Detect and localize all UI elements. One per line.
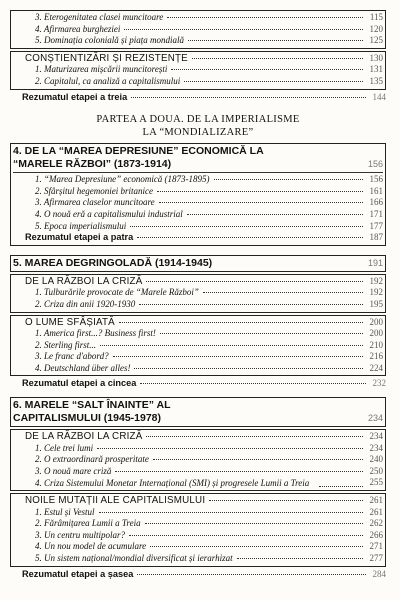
entry-label: 4. Criza Sistemului Monetar Internațional (SMI) și progresele Lumii a Treia bbox=[35, 478, 310, 489]
entry-label: 3. Afirmarea claselor muncitoare bbox=[35, 197, 155, 208]
divider bbox=[13, 172, 383, 173]
section-label: DE LA RĂZBOI LA CRIZĂ bbox=[25, 275, 143, 287]
section-label: DE LA RĂZBOI LA CRIZĂ bbox=[25, 431, 143, 443]
entry-page: 120 bbox=[369, 23, 383, 34]
entry-page: 131 bbox=[369, 64, 383, 75]
section-label: O LUME SFÂȘIATĂ bbox=[25, 316, 115, 328]
entry-page: 156 bbox=[369, 174, 383, 185]
entry-label: 1. Cele trei lumi bbox=[35, 442, 94, 453]
dot-leader bbox=[214, 179, 363, 180]
dot-leader bbox=[97, 448, 363, 449]
entry-label: 1. Maturizarea mișcării muncitorești bbox=[35, 64, 168, 75]
chapter-4-block bbox=[10, 143, 386, 246]
toc-entry[interactable] bbox=[13, 64, 383, 76]
entry-page: 191 bbox=[367, 257, 383, 268]
toc-summary[interactable] bbox=[10, 569, 386, 581]
dot-leader bbox=[113, 356, 363, 357]
entry-label: 4. O nouă eră a capitalismului industrial bbox=[35, 208, 183, 219]
chapter-6-block bbox=[10, 397, 386, 427]
dot-leader bbox=[188, 40, 363, 41]
dot-leader bbox=[146, 436, 363, 437]
toc-entry[interactable] bbox=[13, 35, 383, 47]
entry-page: 277 bbox=[369, 553, 383, 563]
entry-page: 130 bbox=[369, 52, 383, 63]
entry-page: 171 bbox=[369, 208, 383, 219]
entry-label: 5. Un sistem național/mondial diversificat și ierarhizat bbox=[35, 553, 233, 563]
section-label: NOILE MUTAȚII ALE CAPITALISMULUI bbox=[25, 495, 206, 507]
toc-entry[interactable] bbox=[13, 24, 383, 36]
chapter-4-title[interactable] bbox=[13, 145, 383, 171]
toc-entry[interactable] bbox=[13, 518, 383, 530]
entry-page: 200 bbox=[369, 316, 383, 327]
entry-label: 5. Epoca imperialismului bbox=[35, 220, 127, 231]
dot-leader bbox=[119, 322, 363, 323]
dot-leader bbox=[209, 500, 363, 501]
toc-entry[interactable] bbox=[13, 287, 383, 299]
entry-label: 2. Fărâmițarea Lumii a Treia bbox=[35, 518, 141, 529]
toc-entry[interactable] bbox=[13, 197, 383, 209]
entry-label: 4. Un nou model de acumulare bbox=[35, 541, 147, 552]
toc-entry[interactable] bbox=[13, 76, 383, 88]
summary-label: Rezumatul etapei a cincea bbox=[22, 378, 137, 389]
chapter-title-line1: 4. DE LA “MAREA DEPRESIUNE” ECONOMICĂ LA bbox=[13, 145, 264, 158]
entry-label: 2. O extraordinară prosperitate bbox=[35, 454, 149, 465]
toc-entry[interactable] bbox=[13, 363, 383, 375]
entry-page: 232 bbox=[372, 378, 386, 389]
toc-section[interactable] bbox=[13, 276, 383, 288]
entry-label: 2. Sterling first... bbox=[35, 339, 97, 350]
entry-page: 284 bbox=[372, 568, 386, 579]
section-label: CONȘTIENTIZĂRI ȘI REZISTENȚE bbox=[25, 52, 188, 64]
toc-entry[interactable] bbox=[13, 209, 383, 221]
dot-leader bbox=[167, 17, 363, 18]
dot-leader bbox=[137, 237, 363, 238]
toc-block-top bbox=[10, 10, 386, 49]
dot-leader bbox=[145, 523, 363, 524]
entry-page: 234 bbox=[369, 431, 383, 442]
chapter-title-line1: 6. MARELE “SALT ÎNAINTE” AL bbox=[13, 399, 171, 412]
entry-page: 240 bbox=[369, 454, 383, 465]
part-title-line1: PARTEA A DOUA. DE LA IMPERIALISME bbox=[96, 114, 300, 126]
dot-leader bbox=[319, 486, 363, 487]
entry-page: 166 bbox=[369, 197, 383, 208]
dot-leader bbox=[160, 333, 363, 334]
chapter-5-block bbox=[10, 255, 386, 272]
entry-page: 210 bbox=[369, 339, 383, 350]
summary-label: Rezumatul etapei a treia bbox=[22, 91, 128, 102]
toc-entry[interactable] bbox=[13, 530, 383, 542]
entry-page: 271 bbox=[369, 541, 383, 552]
part-title-line2: LA “MONDIALIZARE” bbox=[142, 127, 254, 139]
dot-leader bbox=[137, 574, 366, 575]
entry-page: 234 bbox=[369, 442, 383, 453]
dot-leader bbox=[187, 214, 363, 215]
entry-page: 200 bbox=[369, 328, 383, 339]
toc-entry[interactable] bbox=[13, 351, 383, 363]
entry-label: 2. Sfârșitul hegemoniei britanice bbox=[35, 185, 153, 196]
entry-page: 187 bbox=[369, 232, 383, 243]
toc-section[interactable] bbox=[13, 431, 383, 443]
entry-label: 1. Tulburările provocate de “Marele Război” bbox=[35, 287, 199, 298]
summary-label: Rezumatul etapei a patra bbox=[25, 232, 134, 243]
entry-page: 192 bbox=[369, 275, 383, 286]
part-title bbox=[10, 113, 386, 139]
dot-leader bbox=[146, 281, 363, 282]
entry-page: 161 bbox=[369, 185, 383, 196]
chapter-5-title[interactable] bbox=[13, 257, 383, 270]
entry-label: 5. Dominația colonială și piața mondială bbox=[35, 35, 185, 46]
entry-label: 2. Criza din anii 1920-1930 bbox=[35, 298, 136, 309]
toc-summary[interactable] bbox=[10, 378, 386, 390]
dot-leader bbox=[140, 383, 366, 384]
toc-entry[interactable] bbox=[13, 12, 383, 24]
entry-page: 156 bbox=[367, 159, 383, 170]
entry-page: 266 bbox=[369, 529, 383, 540]
entry-page: 135 bbox=[369, 75, 383, 86]
toc-entry[interactable] bbox=[13, 507, 383, 519]
entry-label: 2. Capitalul, ca analiză a capitalismului bbox=[35, 75, 181, 86]
toc-section[interactable] bbox=[13, 495, 383, 507]
toc-entry[interactable] bbox=[13, 299, 383, 311]
entry-page: 262 bbox=[369, 518, 383, 529]
dot-leader bbox=[130, 226, 363, 227]
dot-leader bbox=[157, 191, 363, 192]
chapter-6-section-1 bbox=[10, 429, 386, 491]
entry-label: 1. “Marea Depresiune” economică (1873-1895) bbox=[35, 174, 210, 185]
entry-page: 250 bbox=[369, 465, 383, 476]
entry-page: 224 bbox=[369, 362, 383, 373]
entry-page: 195 bbox=[369, 298, 383, 309]
entry-label: 1. America first...? Business first! bbox=[35, 328, 156, 339]
toc-entry[interactable] bbox=[13, 541, 383, 553]
dot-leader bbox=[139, 304, 363, 305]
dot-leader bbox=[192, 58, 363, 59]
toc-entry[interactable] bbox=[13, 328, 383, 340]
toc-entry[interactable] bbox=[13, 553, 383, 565]
dot-leader bbox=[134, 368, 363, 369]
dot-leader bbox=[124, 29, 363, 30]
dot-leader bbox=[159, 202, 363, 203]
entry-page: 144 bbox=[372, 91, 386, 102]
entry-page: 234 bbox=[367, 413, 383, 424]
entry-label: 1. Estul și Vestul bbox=[35, 506, 95, 517]
dot-leader bbox=[100, 345, 363, 346]
entry-page: 115 bbox=[369, 12, 383, 22]
toc-entry[interactable] bbox=[13, 221, 383, 233]
entry-page: 177 bbox=[369, 220, 383, 231]
toc-section[interactable] bbox=[13, 317, 383, 329]
entry-label: 4. Deutschland über alles! bbox=[35, 362, 131, 373]
dot-leader bbox=[171, 69, 363, 70]
dot-leader bbox=[184, 81, 363, 82]
chapter-6-title[interactable] bbox=[13, 399, 383, 425]
dot-leader bbox=[99, 512, 363, 513]
toc-section[interactable] bbox=[13, 53, 383, 65]
entry-label: 4. Afirmarea burgheziei bbox=[35, 23, 121, 34]
chapter-title-line2: CAPITALISMULUI (1945-1978) bbox=[13, 412, 162, 425]
toc-entry[interactable] bbox=[13, 477, 383, 489]
chapter-6-section-2 bbox=[10, 493, 386, 567]
entry-page: 261 bbox=[369, 506, 383, 517]
entry-label: 3. Le franc d'abord? bbox=[35, 351, 109, 362]
entry-page: 261 bbox=[369, 495, 383, 506]
chapter-title-line1: 5. MAREA DEGRINGOLADĂ (1914-1945) bbox=[13, 256, 213, 269]
entry-label: 3. Eterogenitatea clasei muncitoare bbox=[35, 12, 164, 22]
dot-leader bbox=[150, 546, 363, 547]
chapter-5-section-1 bbox=[10, 274, 386, 313]
toc-summary[interactable] bbox=[10, 92, 386, 104]
entry-page: 192 bbox=[369, 287, 383, 298]
entry-page: 216 bbox=[369, 351, 383, 362]
entry-page: 125 bbox=[369, 35, 383, 46]
chapter-5-section-2 bbox=[10, 315, 386, 377]
toc-entry[interactable] bbox=[13, 466, 383, 478]
dot-leader bbox=[115, 471, 363, 472]
dot-leader bbox=[153, 459, 363, 460]
entry-page: 255 bbox=[369, 477, 383, 488]
summary-label: Rezumatul etapei a șasea bbox=[22, 568, 134, 579]
dot-leader bbox=[131, 97, 366, 98]
toc-entry[interactable] bbox=[13, 340, 383, 352]
toc-entry[interactable] bbox=[13, 454, 383, 466]
toc-summary[interactable] bbox=[13, 232, 383, 244]
toc-entry[interactable] bbox=[13, 186, 383, 198]
entry-label: 3. O nouă mare criză bbox=[35, 465, 112, 476]
dot-leader bbox=[237, 558, 363, 559]
dot-leader bbox=[203, 292, 363, 293]
toc-entry[interactable] bbox=[13, 174, 383, 186]
entry-label: 3. Un centru multipolar? bbox=[35, 529, 125, 540]
dot-leader bbox=[129, 535, 363, 536]
chapter-title-line2: “MARELE RĂZBOI” (1873-1914) bbox=[13, 158, 172, 171]
toc-entry[interactable] bbox=[13, 443, 383, 455]
toc-block-constientizari bbox=[10, 51, 386, 90]
